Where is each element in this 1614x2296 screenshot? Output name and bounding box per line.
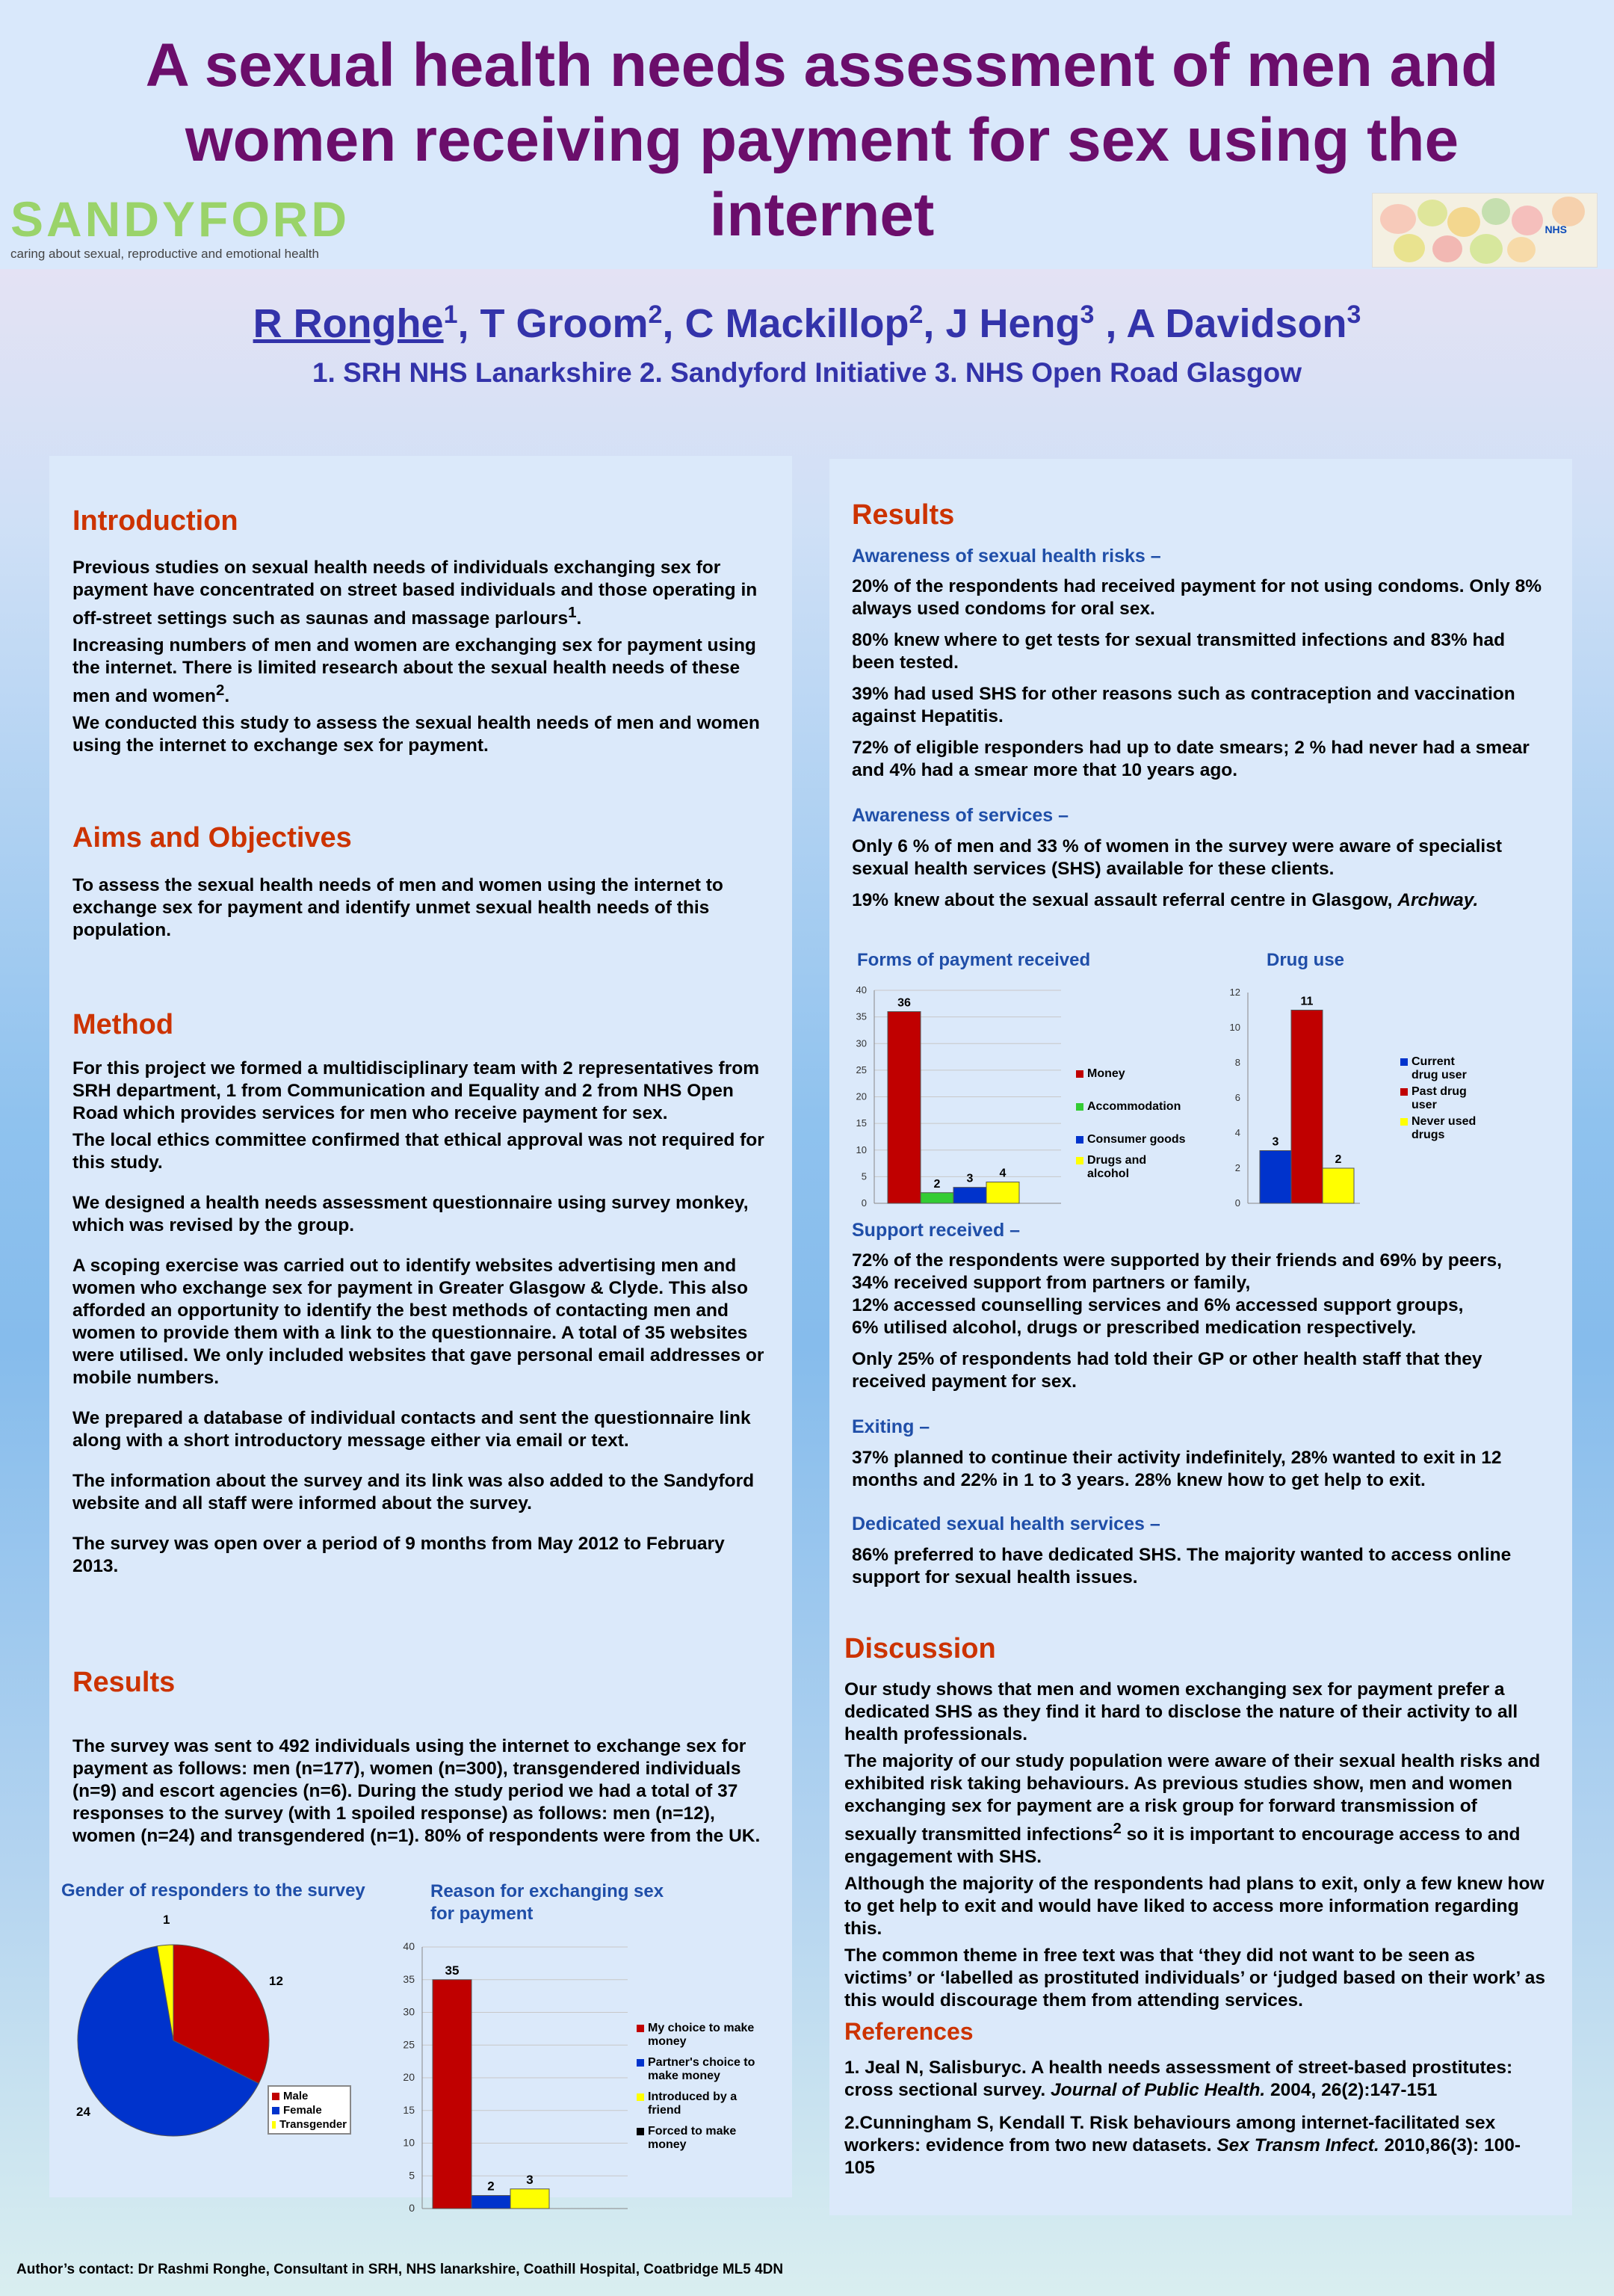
- tick-label: 0: [409, 2202, 415, 2214]
- pie-chart-svg: [60, 1913, 418, 2167]
- bar: [1323, 1168, 1354, 1203]
- results-paragraph: 80% knew where to get tests for sexual transmitted infections and 83% had been tested.: [852, 630, 1506, 673]
- aims-text: [72, 874, 767, 946]
- tick-label: 25: [403, 2038, 415, 2051]
- legend-item: [272, 2117, 347, 2132]
- intro-paragraph: We conducted this study to assess the sexual health needs of men and women using the internet to exchange sex for payment.: [72, 713, 760, 756]
- results-paragraph: The survey was sent to 492 individuals using the internet to exchange sex for payment as follows: men (n=177), women (n=300), transgendered individuals (n=9) and escort agencies (n=6). During the study period we had a total of 37 responses to the survey (with 1 spoiled response) as follows: men (n=12), women (n=24) and transgendered (n=1). 80% of respondents were from the UK.: [72, 1736, 761, 1846]
- legend-label: My choice to make money: [648, 2022, 755, 2048]
- bar: [888, 1012, 921, 1204]
- legend-item: [272, 2089, 347, 2103]
- bar: [1260, 1151, 1291, 1204]
- drug-chart-title: Drug use: [1267, 950, 1345, 970]
- legend-item: [1400, 1115, 1482, 1142]
- tick-label: 5: [861, 1170, 867, 1182]
- reference-journal: Sex Transm Infect.: [1216, 2135, 1379, 2155]
- bar: [1291, 1010, 1323, 1204]
- legend-label: Past drug user: [1412, 1085, 1467, 1111]
- tick-label: 15: [856, 1117, 867, 1129]
- awareness-risks-heading: Awareness of sexual health risks –: [852, 546, 1161, 567]
- results-paragraph: 39% had used SHS for other reasons such as contraception and vaccination against Hepatitis.: [852, 684, 1515, 726]
- legend-label: Introduced by a friend: [648, 2090, 738, 2117]
- logo-word: SANDYFORD: [10, 191, 350, 247]
- discussion-paragraph: so it is important to encourage access to and engagement with SHS.: [844, 1824, 1521, 1868]
- method-text: [72, 1058, 767, 1582]
- archway-name: Archway.: [1397, 890, 1479, 910]
- author-sup: 2: [909, 300, 924, 329]
- author-name: C Mackillop: [684, 301, 909, 346]
- legend-item: [272, 2103, 347, 2117]
- bar: [953, 1188, 986, 1203]
- sandyford-logo: [10, 191, 354, 262]
- tick-label: 25: [856, 1064, 867, 1076]
- tick-label: 40: [856, 984, 867, 996]
- data-label: 2: [933, 1177, 941, 1191]
- method-paragraph: We designed a health needs assessment questionnaire using survey monkey, which was revised by the group.: [72, 1193, 749, 1235]
- reference-text: 2010,86(3): 100-105: [844, 2135, 1521, 2178]
- reference-text: 2004, 26(2):147-151: [1265, 2080, 1438, 2100]
- support-heading: Support received –: [852, 1220, 1021, 1241]
- legend-item: [1400, 1085, 1482, 1112]
- bar: [986, 1182, 1019, 1204]
- tick-label: 35: [403, 1972, 415, 1985]
- logo-tagline: caring about sexual, reproductive and emotional health: [10, 247, 319, 261]
- data-label: 3: [526, 2172, 534, 2187]
- awareness-risks-text: [852, 575, 1547, 786]
- reason-bar-chart: [385, 1936, 635, 2220]
- author-contact: Author’s contact: Dr Rashmi Ronghe, Consultant in SRH, NHS lanarkshire, Coathill Hospital, Coatbridge ML5 4DN: [16, 2262, 784, 2277]
- introduction-heading: Introduction: [72, 505, 238, 537]
- method-paragraph: A scoping exercise was carried out to identify websites advertising men and women who exchange sex for payment in Greater Glasgow & Clyde. This also afforded an opportunity to identify the best methods of contacting men and women to provide them with a link to the questionnaire. A total of 35 websites were utilised. We only included websites that gave personal email addresses or mobile numbers.: [72, 1256, 764, 1388]
- legend-swatch: [272, 2093, 279, 2100]
- reference-text: 1. Jeal N, Salisburyc. A health needs assessment of street-based prostitutes: cross sectional survey.: [844, 2058, 1513, 2100]
- legend-item: [637, 2125, 756, 2152]
- tick-label: 30: [403, 2005, 415, 2018]
- method-paragraph: The information about the survey and its link was also added to the Sandyford website and all staff were informed about the survey.: [72, 1471, 755, 1513]
- payment-chart-title: Forms of payment received: [857, 950, 1091, 970]
- results-paragraph: 37% planned to continue their activity indefinitely, 28% wanted to exit in 12 months and 22% in 1 to 3 years. 28% knew how to get help to exit.: [852, 1448, 1502, 1490]
- results-paragraph: 72% of eligible responders had up to date smears; 2 % had never had a smear and 4% had a smear more that 10 years ago.: [852, 738, 1530, 780]
- tick-label: 0: [1234, 1197, 1240, 1209]
- legend-swatch: [272, 2121, 276, 2129]
- legend-label: Money: [1087, 1067, 1125, 1080]
- reason-bar-chart-svg: [385, 1936, 635, 2220]
- legend-swatch: [637, 2059, 644, 2067]
- tick-label: 5: [409, 2169, 415, 2182]
- author-name: R Ronghe: [253, 301, 444, 346]
- nhs-logo-text: NHS: [1545, 223, 1567, 235]
- results-paragraph: 20% of the respondents had received payment for not using condoms. Only 8% always used condoms for oral sex.: [852, 576, 1542, 619]
- author-sup: 3: [1080, 300, 1095, 329]
- exiting-heading: Exiting –: [852, 1416, 930, 1437]
- payment-chart-legend: [1076, 1067, 1188, 1188]
- tick-label: 15: [403, 2103, 415, 2116]
- legend-label: Current drug user: [1412, 1055, 1467, 1081]
- method-paragraph: We prepared a database of individual contacts and sent the questionnaire link along with a short introductory message either via email or text.: [72, 1408, 751, 1451]
- bar: [510, 2189, 549, 2209]
- results-paragraph: 86% preferred to have dedicated SHS. The majority wanted to access online support for sexual health issues.: [852, 1545, 1512, 1587]
- drug-bar-chart-svg: [1225, 979, 1375, 1211]
- affiliations: 1. SRH NHS Lanarkshire 2. Sandyford Initiative 3. NHS Open Road Glasgow: [312, 357, 1302, 388]
- method-paragraph: For this project we formed a multidisciplinary team with 2 representatives from SRH department, 1 from Communication and Equality and 2 from NHS Open Road which provides services for men who receive payment for sex.: [72, 1058, 759, 1123]
- legend-swatch: [637, 2025, 644, 2032]
- author-sup: 3: [1346, 300, 1361, 329]
- data-label: 4: [999, 1167, 1007, 1180]
- support-text: [852, 1250, 1547, 1398]
- legend-swatch: [1076, 1136, 1083, 1144]
- legend-item: [1076, 1100, 1188, 1114]
- tick-label: 20: [403, 2071, 415, 2083]
- intro-paragraph: Previous studies on sexual health needs of individuals exchanging sex for payment have concentrated on street based individuals and those operating in off-street settings such as saunas and massage parlours: [72, 558, 758, 629]
- method-paragraph: The survey was open over a period of 9 months from May 2012 to February 2013.: [72, 1534, 725, 1576]
- discussion-paragraph: Our study shows that men and women exchanging sex for payment prefer a dedicated SHS as they find it hard to disclose the nature of their activity to all health professionals.: [844, 1679, 1518, 1744]
- tick-label: 2: [1234, 1162, 1240, 1173]
- dedicated-services-text: [852, 1544, 1547, 1593]
- legend-label: Drugs and alcohol: [1087, 1154, 1147, 1180]
- legend-item: [637, 2022, 756, 2049]
- discussion-paragraph: The majority of our study population were aware of their sexual health risks and exhibited risk taking behaviours. As previous studies show, men and women exchanging sex for payment are a risk group for forward transmission of sexually transmitted infections: [844, 1751, 1541, 1845]
- bar: [471, 2196, 510, 2209]
- reason-chart-legend: [637, 2022, 756, 2159]
- method-paragraph: The local ethics committee confirmed that ethical approval was not required for this study.: [72, 1130, 764, 1173]
- author-name: T Groom: [480, 301, 649, 346]
- legend-item: [1076, 1133, 1188, 1147]
- legend-label: Male: [283, 2090, 309, 2102]
- tick-label: 20: [856, 1090, 867, 1102]
- legend-swatch: [1400, 1118, 1408, 1126]
- legend-swatch: [1076, 1070, 1083, 1078]
- drug-chart-legend: [1400, 1055, 1482, 1149]
- pie-chart: [60, 1913, 418, 2167]
- discussion-paragraph: Although the majority of the respondents had plans to exit, only a few knew how to get help to exit and would have liked to access more information regarding this.: [844, 1874, 1545, 1939]
- tick-label: 12: [1229, 987, 1240, 998]
- introduction-text: Previous studies on sexual health needs of individuals exchanging sex for payment have concentrated on street based individuals and those operating in off-street settings such as saunas and massage parlours$^1$. Increasing numbers of men and women are exchanging sex for payment using the internet. There is limited research about the sexual health needs of these men and women$^2$. We conducted this study to assess the sexual health needs of men and women using the internet to exchange sex for payment.: [72, 557, 767, 762]
- aims-heading: Aims and Objectives: [72, 822, 352, 854]
- legend-label: Accommodation: [1087, 1100, 1181, 1113]
- legend-item: [1076, 1154, 1188, 1181]
- data-label: 35: [445, 1963, 460, 1978]
- data-label: 24: [76, 2105, 90, 2119]
- legend-item: [637, 2090, 756, 2117]
- tick-label: 40: [403, 1940, 415, 1952]
- legend-label: Female: [283, 2104, 322, 2117]
- reference-text: 2.Cunningham S, Kendall T. Risk behaviours among internet-facilitated sex workers: evidence from two new datasets.: [844, 2113, 1496, 2155]
- legend-item: [637, 2056, 756, 2083]
- legend-label: Partner's choice to make money: [648, 2056, 755, 2082]
- results-paragraph: 12% accessed counselling services and 6% accessed support groups,: [852, 1295, 1464, 1315]
- legend-swatch: [272, 2107, 279, 2114]
- legend-item: [1076, 1067, 1188, 1081]
- legend-swatch: [1076, 1103, 1083, 1111]
- results-paragraph: 19% knew about the sexual assault referral centre in Glasgow,: [852, 890, 1398, 910]
- drug-bar-chart: [1225, 979, 1375, 1211]
- results-paragraph: Only 6 % of men and 33 % of women in the survey were aware of specialist sexual health services (SHS) available for these clients.: [852, 836, 1503, 879]
- author-sup: 2: [648, 300, 663, 329]
- legend-swatch: [1076, 1157, 1083, 1164]
- discussion-text: [844, 1679, 1547, 2016]
- tick-label: 4: [1234, 1127, 1240, 1138]
- pie-chart-legend: [268, 2085, 351, 2135]
- reason-chart-title: Reason for exchanging sex for payment: [430, 1881, 664, 1924]
- citation-sup: 2: [1113, 1821, 1122, 1837]
- nhs-logo-icon: [1372, 193, 1598, 268]
- tick-label: 8: [1234, 1057, 1240, 1068]
- legend-swatch: [1400, 1058, 1408, 1066]
- data-label: 3: [966, 1172, 974, 1185]
- aims-paragraph: To assess the sexual health needs of men and women using the internet to exchange sex for payment and identify unmet sexual health needs of this population.: [72, 875, 723, 940]
- tick-label: 30: [856, 1037, 867, 1049]
- legend-label: Never used drugs: [1412, 1115, 1477, 1141]
- data-label: 1: [163, 1913, 170, 1927]
- results-heading-right: Results: [852, 499, 955, 531]
- tick-label: 35: [856, 1010, 867, 1022]
- results-paragraph: 34% received support from partners or family,: [852, 1273, 1251, 1293]
- references-list: [844, 2057, 1547, 2184]
- pie-chart-title: Gender of responders to the survey: [61, 1880, 365, 1901]
- author-name: A Davidson: [1126, 301, 1347, 346]
- citation-sup: 2: [215, 682, 225, 700]
- data-label: 12: [269, 1974, 283, 1988]
- legend-item: [1400, 1055, 1482, 1082]
- author-name: J Heng: [945, 301, 1080, 346]
- legend-label: Consumer goods: [1087, 1133, 1186, 1146]
- legend-label: Transgender: [279, 2118, 347, 2131]
- data-label: 2: [1335, 1153, 1342, 1166]
- data-label: 36: [897, 996, 911, 1010]
- legend-swatch: [637, 2093, 644, 2101]
- discussion-paragraph: The common theme in free text was that ‘they did not want to be seen as victims’ or ‘labelled as prostituted individuals’ or ‘judged based on their work’ as this would discourage them from attending services.: [844, 1945, 1546, 2011]
- discussion-heading: Discussion: [844, 1633, 996, 1664]
- results-paragraph: Only 25% of respondents had told their GP or other health staff that they received payment for sex.: [852, 1349, 1482, 1392]
- bar: [921, 1193, 953, 1203]
- citation-sup: 1: [568, 605, 577, 621]
- legend-label: Forced to make money: [648, 2125, 737, 2151]
- poster-title: A sexual health needs assessment of men and women receiving payment for sex using the internet: [145, 31, 1499, 249]
- data-label: 3: [1272, 1135, 1279, 1149]
- tick-label: 10: [403, 2136, 415, 2149]
- results-text-left: [72, 1735, 767, 1852]
- exiting-text: [852, 1447, 1547, 1496]
- references-heading: References: [844, 2018, 974, 2045]
- author-sup: 1: [443, 300, 458, 329]
- method-heading: Method: [72, 1009, 174, 1040]
- legend-swatch: [637, 2128, 644, 2135]
- payment-bar-chart: [852, 979, 1076, 1211]
- payment-bar-chart-svg: [852, 979, 1076, 1211]
- data-label: 2: [487, 2179, 495, 2194]
- legend-swatch: [1400, 1088, 1408, 1096]
- tick-label: 6: [1234, 1092, 1240, 1103]
- dedicated-services-heading: Dedicated sexual health services –: [852, 1513, 1160, 1534]
- tick-label: 10: [856, 1144, 867, 1155]
- results-paragraph: 6% utilised alcohol, drugs or prescribed medication respectively.: [852, 1318, 1417, 1338]
- tick-label: 0: [861, 1197, 867, 1209]
- awareness-services-heading: Awareness of services –: [852, 805, 1069, 826]
- bar: [433, 1980, 471, 2209]
- author-list: R Ronghe$^1$, T Groom$^2$, C Mackillop$^2$, J Heng$^3$ , A Davidson$^3$: [253, 300, 1361, 346]
- awareness-services-text: [852, 836, 1547, 916]
- results-heading-left: Results: [72, 1667, 176, 1698]
- tick-label: 10: [1229, 1022, 1240, 1033]
- data-label: 11: [1300, 995, 1314, 1008]
- intro-paragraph: Increasing numbers of men and women are exchanging sex for payment using the internet. There is limited research about the sexual health needs of these men and women: [72, 635, 756, 707]
- results-paragraph: 72% of the respondents were supported by their friends and 69% by peers,: [852, 1250, 1502, 1271]
- reference-journal: Journal of Public Health.: [1051, 2080, 1266, 2100]
